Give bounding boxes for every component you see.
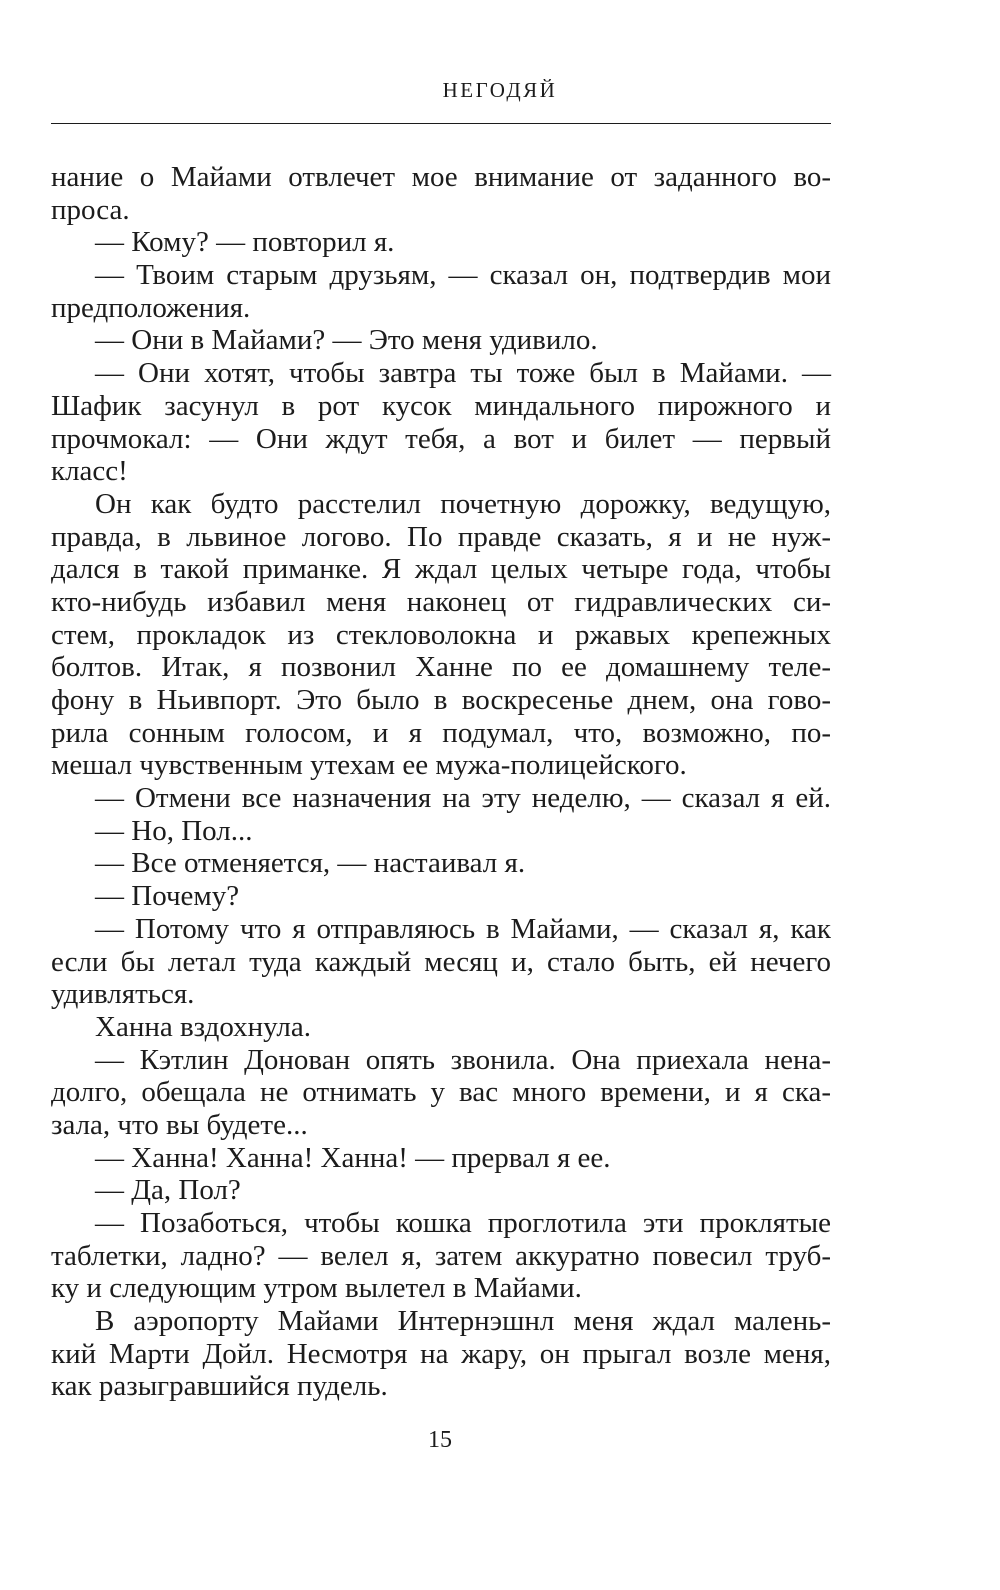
text-line: кто-нибудь избавил меня наконец от гидравлических си- xyxy=(51,585,831,618)
text-line: — Но, Пол... xyxy=(95,814,253,847)
text-line: — Отмени все назначения на эту неделю, — сказал я ей. xyxy=(95,782,831,815)
body-text xyxy=(51,161,831,1403)
text-line: проса. xyxy=(51,193,130,226)
text-line: — Почему? xyxy=(95,880,240,913)
text-line: Шафик засунул в рот кусок миндального пирожного и xyxy=(51,389,831,422)
text-line: предположения. xyxy=(51,291,251,324)
text-line: болтов. Итак, я позвонил Ханне по ее домашнему теле- xyxy=(51,651,831,684)
header-rule xyxy=(51,123,831,124)
running-head: НЕГОДЯЙ xyxy=(442,78,558,102)
page-number: 15 xyxy=(428,1427,452,1453)
text-line: — Все отменяется, — настаивал я. xyxy=(95,847,526,880)
text-line: зала, что вы будете... xyxy=(51,1108,308,1141)
text-line: — Ханна! Ханна! Ханна! — прервал я ее. xyxy=(95,1141,611,1174)
text-line: — Кэтлин Донован опять звонила. Она приехала нена- xyxy=(95,1043,831,1076)
text-line: — Потому что я отправляюсь в Майами, — сказал я, как xyxy=(95,912,831,945)
text-line: правда, в львиное логово. По правде сказать, я и не нуж- xyxy=(51,520,831,553)
text-line: Ханна вздохнула. xyxy=(95,1010,311,1043)
text-line: мешал чувственным утехам ее мужа-полицейского. xyxy=(51,749,687,782)
text-line: нание о Майами отвлечет мое внимание от заданного во- xyxy=(51,161,831,193)
text-line: — Позаботься, чтобы кошка проглотила эти проклятые xyxy=(95,1207,831,1239)
text-line: если бы летал туда каждый месяц и, стало быть, ей нечего xyxy=(51,945,831,978)
text-line: фону в Ньивпорт. Это было в воскресенье днем, она гово- xyxy=(51,684,831,716)
text-line: — Твоим старым друзьям, — сказал он, подтвердив мои xyxy=(95,259,831,292)
text-line: класс! xyxy=(51,455,128,488)
text-line: В аэропорту Майами Интернэшнл меня ждал малень- xyxy=(95,1305,831,1338)
text-line: как разыгравшийся пудель. xyxy=(51,1370,388,1403)
text-line: Он как будто расстелил почетную дорожку, ведущую, xyxy=(95,487,831,520)
text-line: стем, прокладок из стекловолокна и ржавых крепежных xyxy=(51,618,831,651)
text-line: прочмокал: — Они ждут тебя, а вот и билет — первый xyxy=(51,422,831,455)
text-line: — Да, Пол? xyxy=(95,1174,241,1207)
text-line: ку и следующим утром вылетел в Майами. xyxy=(51,1272,582,1305)
text-line: таблетки, ладно? — велел я, затем аккуратно повесил труб- xyxy=(51,1239,831,1272)
text-line: рила сонным голосом, и я подумал, что, возможно, по- xyxy=(51,716,831,749)
text-line: — Они в Майами? — Это меня удивило. xyxy=(95,324,598,357)
text-line: дался в такой приманке. Я ждал целых четыре года, чтобы xyxy=(51,553,831,586)
text-line: — Кому? — повторил я. xyxy=(95,226,395,259)
text-line: — Они хотят, чтобы завтра ты тоже был в Майами. — xyxy=(95,357,831,390)
text-line: кий Марти Дойл. Несмотря на жару, он прыгал возле меня, xyxy=(51,1337,831,1370)
text-line: удивляться. xyxy=(51,978,195,1011)
text-line: долго, обещала не отнимать у вас много времени, и я ска- xyxy=(51,1076,831,1109)
